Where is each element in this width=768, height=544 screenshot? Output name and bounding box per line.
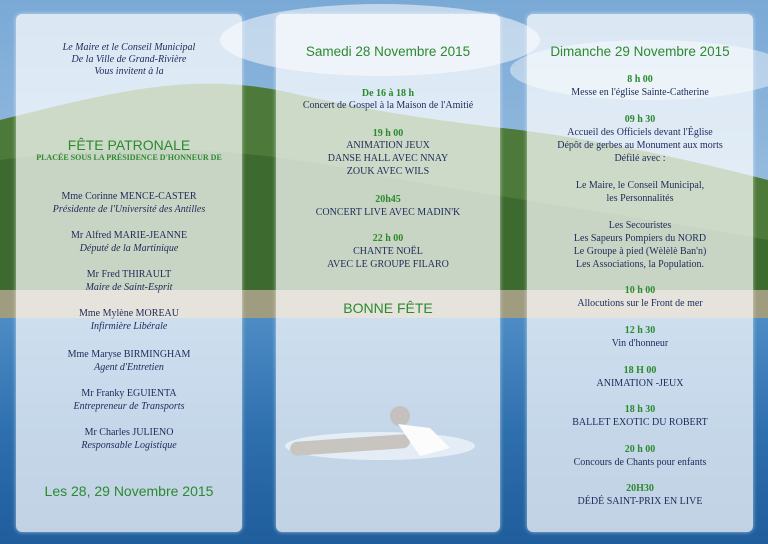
sunday-heading: Dimanche 29 Novembre 2015	[550, 44, 730, 59]
honoree-name: Mr Alfred MARIE-JEANNE	[70, 230, 188, 241]
event-time: 20 h 00	[624, 444, 656, 455]
honoree-name: Mr Franky EGUIENTA	[81, 388, 177, 399]
event-detail: ANIMATION JEUX	[346, 140, 430, 151]
event-time: 12 h 30	[624, 325, 656, 336]
event-time: 8 h 00	[627, 74, 653, 85]
honoree-role: Responsable Logistique	[81, 440, 177, 451]
event-detail: Messe en l'église Sainte-Catherine	[571, 87, 709, 98]
sunday-panel	[527, 14, 753, 532]
presidency-subtitle: PLACÉE SOUS LA PRÉSIDENCE D'HONNEUR DE	[36, 153, 222, 162]
event-time: 18 h 30	[624, 404, 656, 415]
invitation-panel	[16, 14, 242, 532]
honoree-name: Mme Mylène MOREAU	[79, 308, 179, 319]
event-detail: Concert de Gospel à la Maison de l'Amitié	[302, 100, 474, 111]
event-dates: Les 28, 29 Novembre 2015	[44, 483, 214, 499]
event-time: 20h45	[375, 194, 401, 205]
event-detail: Le Maire, le Conseil Municipal,	[575, 180, 705, 191]
event-time: 10 h 00	[624, 285, 656, 296]
fete-title: FÊTE PATRONALE	[67, 137, 191, 153]
event-detail: Vin d'honneur	[611, 338, 669, 349]
event-detail: ZOUK AVEC WILS	[346, 166, 430, 177]
honoree-role: Agent d'Entretien	[94, 362, 164, 373]
honoree-name: Mme Maryse BIRMINGHAM	[67, 349, 191, 360]
event-detail: les Personnalités	[606, 193, 674, 204]
intro-line: Le Maire et le Conseil Municipal	[62, 42, 196, 53]
honoree-name: Mr Fred THIRAULT	[86, 269, 172, 280]
honoree-name: Mr Charles JULIENO	[84, 427, 174, 438]
event-detail: BALLET EXOTIC DU ROBERT	[572, 417, 708, 428]
event-detail: AVEC LE GROUPE FILARO	[327, 259, 449, 270]
honoree-role: Député de la Martinique	[79, 243, 179, 254]
honoree-role: Présidente de l'Université des Antilles	[52, 204, 206, 215]
saturday-heading: Samedi 28 Novembre 2015	[305, 44, 471, 59]
event-detail: Les Associations, la Population.	[575, 259, 705, 270]
saturday-panel	[276, 14, 500, 532]
event-detail: Le Groupe à pied (Wèlèlè Ban'n)	[573, 246, 707, 257]
event-detail: ANIMATION -JEUX	[596, 378, 684, 389]
honoree-role: Infirmière Libérale	[90, 321, 168, 332]
event-time: 18 H 00	[623, 365, 657, 376]
honoree-name: Mme Corinne MENCE-CASTER	[61, 191, 197, 202]
honoree-role: Entrepreneur de Transports	[73, 401, 185, 412]
honoree-role: Maire de Saint-Esprit	[85, 282, 173, 293]
event-detail: CONCERT LIVE AVEC MADIN'K	[315, 207, 461, 218]
event-detail: DÉDÉ SAINT-PRIX EN LIVE	[577, 496, 703, 507]
event-detail: Les Sapeurs Pompiers du NORD	[573, 233, 707, 244]
event-detail: Les Secouristes	[608, 220, 672, 231]
event-detail: DANSE HALL AVEC NNAY	[327, 153, 449, 164]
event-detail: Dépôt de gerbes au Monument aux morts	[557, 140, 723, 151]
intro-line: Vous invitent à la	[94, 66, 164, 77]
closing-greeting: BONNE FÊTE	[343, 300, 433, 316]
event-time: 09 h 30	[624, 114, 656, 125]
event-time: De 16 à 18 h	[361, 88, 415, 99]
event-time: 19 h 00	[372, 128, 404, 139]
event-detail: Accueil des Officiels devant l'Église	[567, 127, 713, 138]
event-detail: Défilé avec :	[614, 153, 666, 164]
intro-line: De la Ville de Grand-Rivière	[71, 54, 187, 65]
event-time: 20H30	[626, 483, 654, 494]
event-time: 22 h 00	[372, 233, 404, 244]
event-detail: Concours de Chants pour enfants	[573, 457, 707, 468]
event-detail: CHANTE NOËL	[353, 246, 423, 257]
event-detail: Allocutions sur le Front de mer	[577, 298, 703, 309]
